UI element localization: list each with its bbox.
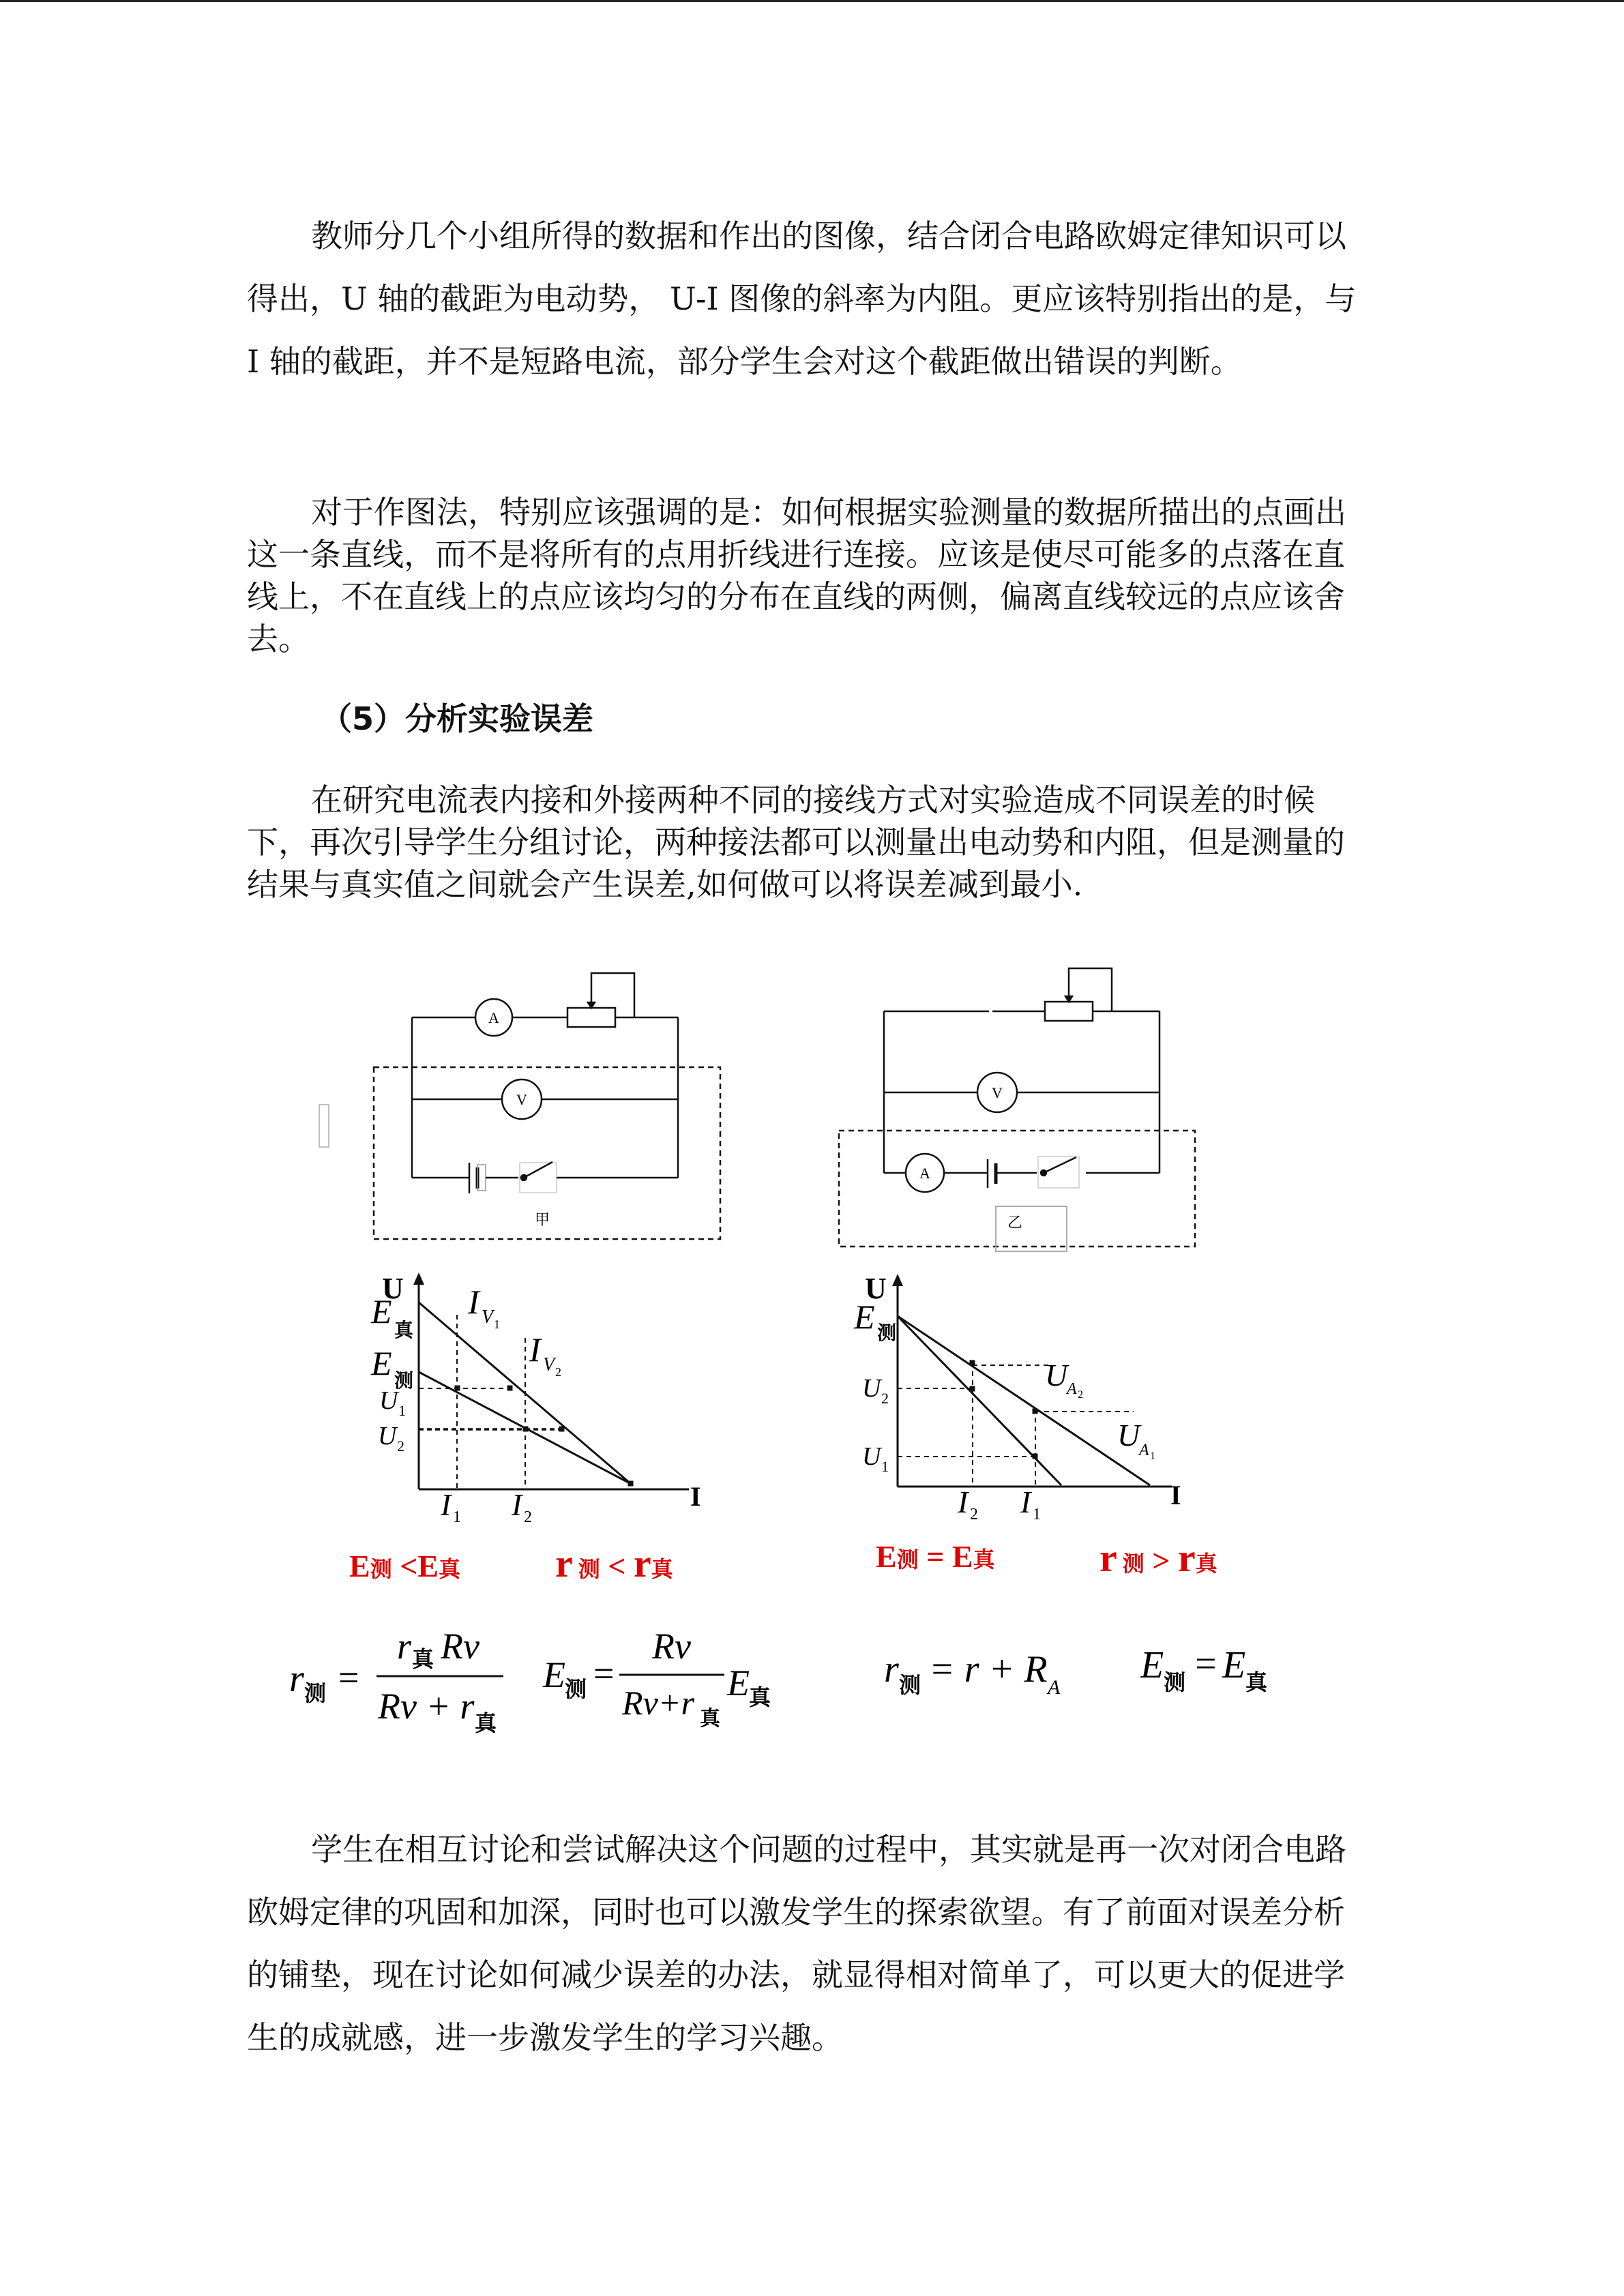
formula-2-num: Rv: [652, 1626, 691, 1667]
graph-right-e-meas: E: [854, 1298, 875, 1336]
graph-right-e-meas-sub: 测: [877, 1323, 897, 1344]
margin-mark: [319, 1105, 329, 1147]
graph-left-e-true-sub: 真: [394, 1320, 414, 1341]
paragraph-3-text: 在研究电流表内接和外接两种不同的接线方式对实验造成不同误差的时候下，再次引导学生分组讨论，两种接法都可以测量出电动势和内阻，但是测量的结果与真实值之间就会产生误差,如何做可以将误差减到最小.: [247, 781, 1345, 903]
graph-left-i1-sub: 1: [453, 1508, 461, 1526]
circuit-right: [839, 968, 1195, 1251]
formula-2: [542, 1626, 771, 1730]
graph-left-iv2-sub: V: [543, 1354, 555, 1375]
graph-right-ua2-subsub: 2: [1078, 1389, 1083, 1401]
graph-left-e-meas-sub: 测: [394, 1371, 414, 1392]
circuit-left: [374, 973, 720, 1239]
circuit-left-caption: 甲: [534, 1211, 550, 1228]
graph-left-i-axis-label: I: [690, 1481, 701, 1512]
conclusion-left-e: E测 <E真: [349, 1549, 461, 1583]
conclusion-left-r: r 测 < r真: [555, 1541, 673, 1585]
formula-4-lhs: E: [1140, 1644, 1164, 1686]
graph-left-e-true: E: [371, 1292, 392, 1330]
graph-left-iv2: I: [529, 1330, 541, 1369]
graph-right-ua1-sub: A: [1139, 1442, 1149, 1459]
graph-left-u2: U: [378, 1422, 397, 1450]
formula-1-num-r: r: [397, 1626, 412, 1667]
formula-2-eq: =: [593, 1653, 615, 1694]
formula-2-tail-sub: 真: [749, 1685, 771, 1710]
paragraph-1-text: 教师分几个小组所得的数据和作出的图像，结合闭合电路欧姆定律知识可以得出，U 轴的截距为电动势， U-I 图像的斜率为内阻。更应该特别指出的是，与 I 轴的截距，并不是短路电流，部分学生会对这个截距做出错误的判断。: [247, 218, 1357, 380]
section-heading: （5）分析实验误差: [321, 700, 594, 737]
graph-right-i1-sub: 1: [1033, 1506, 1041, 1523]
graph-left-iv1: I: [468, 1283, 479, 1321]
graph-right-i-axis-label: I: [1170, 1480, 1181, 1510]
graph-left-u2-sub: 2: [397, 1437, 404, 1455]
formula-1: [289, 1626, 503, 1735]
graph-right-u1-sub: 1: [881, 1458, 889, 1475]
formula-3-lhs-sub: 测: [899, 1673, 921, 1697]
formula-1-num-sub: 真: [412, 1647, 434, 1671]
formula-2-lhs-sub: 测: [565, 1677, 587, 1701]
graph-left-i2-sub: 2: [524, 1508, 532, 1526]
graph-left-u-axis-label: U: [382, 1272, 404, 1305]
paragraph-4-text: 学生在相互讨论和尝试解决这个问题的过程中，其实就是再一次对闭合电路欧姆定律的巩固和加深，同时也可以激发学生的探索欲望。有了前面对误差分析的铺垫，现在讨论如何减少误差的办法，就显得相对简单了，可以更大的促进学生的成就感，进一步激发学生的学习兴趣。: [247, 1831, 1346, 2056]
graph-left-i2: I: [512, 1487, 522, 1522]
formula-4-lhs-sub: 测: [1164, 1670, 1186, 1695]
formula-1-num-rv: Rv: [441, 1626, 479, 1667]
formula-1-den: Rv + r: [378, 1686, 475, 1727]
graph-left-iv1-sub: V: [482, 1307, 494, 1328]
graph-right: [892, 1274, 1172, 1487]
formula-1-lhs: r: [289, 1658, 304, 1700]
graph-right-i2-sub: 2: [970, 1506, 978, 1523]
circuit-right-caption: 乙: [1007, 1214, 1023, 1231]
formula-1-lhs-sub: 测: [304, 1681, 327, 1705]
graph-left-iv2-subsub: 2: [555, 1365, 561, 1379]
graph-left: [413, 1272, 689, 1489]
formula-2-den: Rv+r: [622, 1684, 694, 1722]
formula-2-den-sub: 真: [700, 1708, 720, 1730]
formula-1-eq: =: [338, 1657, 359, 1698]
ammeter-left-label: A: [488, 1009, 499, 1026]
graph-right-ua2: U: [1045, 1358, 1068, 1392]
graph-right-i2: I: [958, 1485, 969, 1519]
paragraph-2-text: 对于作图法，特别应该强调的是：如何根据实验测量的数据所描出的点画出这一条直线，而不是将所有的点用折线进行连接。应该是使尽可能多的点落在直线上，不在直线上的点应该均匀的分布在直线的两侧，偏离直线较远的点应该舍去。: [247, 494, 1346, 657]
graph-right-u1: U: [862, 1442, 881, 1471]
graph-left-i1: I: [441, 1487, 452, 1522]
graph-right-u2: U: [862, 1374, 881, 1403]
formula-3: [884, 1648, 1061, 1699]
graph-right-u-axis-label: U: [865, 1272, 887, 1305]
formula-4-rhs: E: [1222, 1644, 1246, 1686]
formula-3-ra-sub: A: [1048, 1676, 1061, 1699]
formula-3-lhs: r: [884, 1648, 899, 1690]
paragraph-4: [247, 1818, 1359, 2069]
graph-left-e-meas: E: [371, 1344, 392, 1382]
conclusion-right-r: r 测 > r真: [1099, 1536, 1217, 1580]
graph-left-u1: U: [379, 1386, 398, 1415]
formula-4-eq: =: [1195, 1643, 1217, 1685]
graph-right-ua1: U: [1117, 1418, 1140, 1452]
formula-1-den-sub: 真: [475, 1711, 497, 1735]
formula-2-lhs: E: [543, 1654, 565, 1695]
conclusions: [349, 1536, 1218, 1585]
graph-right-u2-sub: 2: [881, 1390, 889, 1407]
graph-right-ua2-sub: A: [1067, 1380, 1077, 1398]
formula-4-rhs-sub: 真: [1245, 1670, 1268, 1695]
graph-left-u1-sub: 1: [398, 1402, 406, 1419]
formula-2-tail: E: [727, 1663, 750, 1703]
graph-right-ua1-subsub: 1: [1150, 1450, 1155, 1462]
graph-right-i1: I: [1020, 1485, 1031, 1519]
graph-left-iv1-subsub: 1: [494, 1317, 500, 1331]
formula-4: [1140, 1643, 1268, 1695]
conclusion-right-e: E测 = E真: [876, 1539, 995, 1574]
voltmeter-right-label: V: [992, 1084, 1003, 1101]
formula-3-rhs: = r + R: [929, 1648, 1048, 1690]
voltmeter-left-label: V: [516, 1091, 527, 1108]
ammeter-right-label: A: [919, 1165, 930, 1182]
